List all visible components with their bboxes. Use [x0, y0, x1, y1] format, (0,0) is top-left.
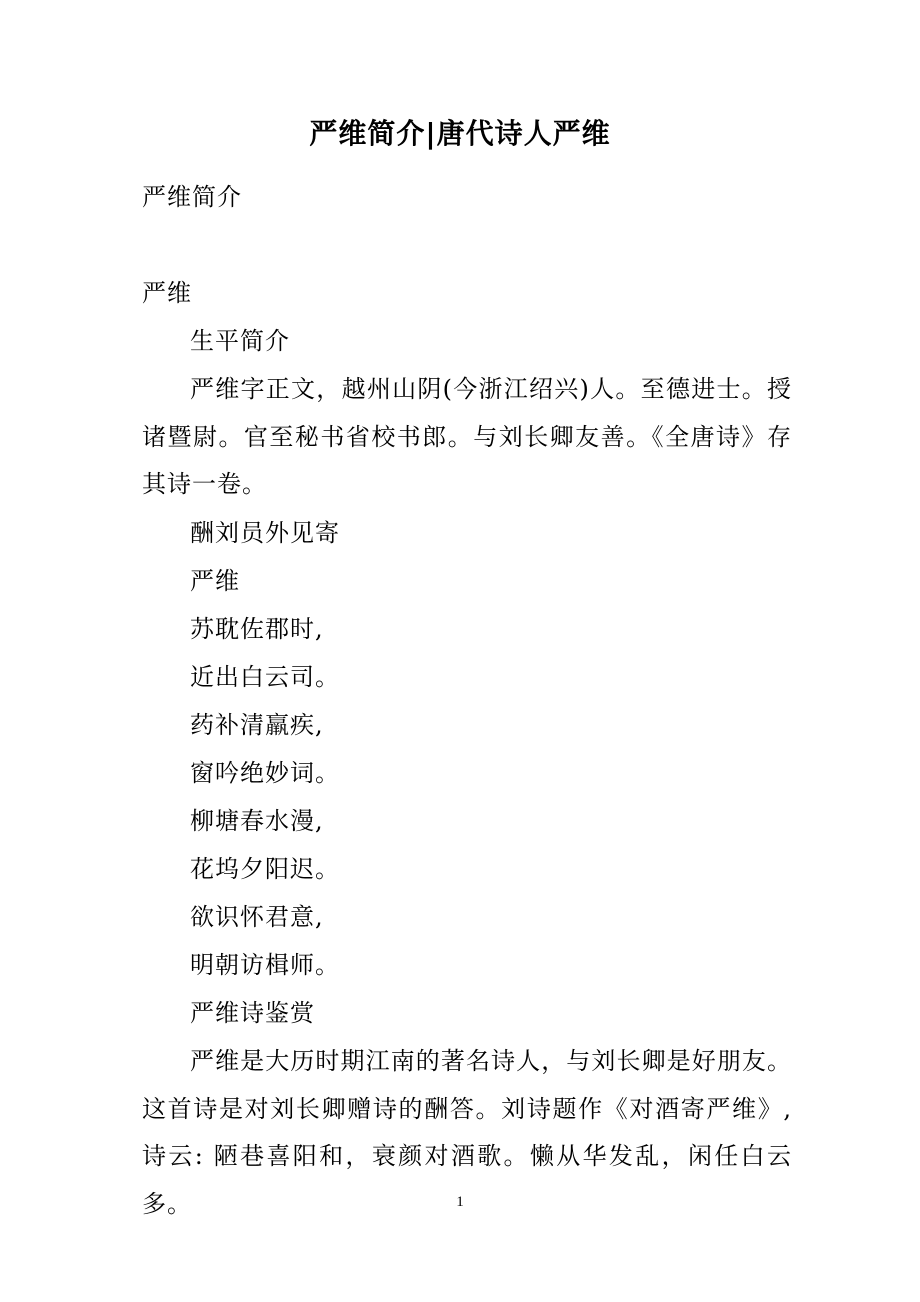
poem-author: 严维 [190, 567, 240, 595]
poem-line: 窗吟绝妙词。 [190, 759, 340, 787]
page-number: 1 [456, 1194, 464, 1210]
section-appreciation-heading: 严维诗鉴赏 [190, 999, 315, 1027]
author-heading: 严维 [142, 279, 192, 307]
poem-line: 欲识怀君意, [190, 903, 324, 931]
title-container [0, 114, 920, 154]
intro-heading: 严维简介 [142, 183, 242, 211]
poem-line: 柳塘春水漫, [190, 807, 324, 835]
biography-paragraph: 严维字正文，越州山阴(今浙江绍兴)人。至德进士。授诸暨尉。官至秘书省校书郎。与刘长卿友善。《全唐诗》存其诗一卷。 [142, 375, 792, 498]
document-title: 严维简介|唐代诗人严维 [309, 117, 611, 150]
poem-title: 酬刘员外见寄 [190, 519, 340, 547]
appreciation-paragraph: 严维是大历时期江南的著名诗人，与刘长卿是好朋友。这首诗是对刘长卿赠诗的酬答。刘诗题作《对酒寄严维》,诗云: 陋巷喜阳和，衰颜对酒歌。懒从华发乱，闲任白云多。 [142, 1047, 792, 1218]
section-biography-heading: 生平简介 [190, 327, 290, 355]
poem-line: 苏耽佐郡时, [190, 615, 324, 643]
poem-line: 明朝访楫师。 [190, 951, 340, 979]
poem-line: 药补清羸疾, [190, 711, 324, 739]
poem-line: 近出白云司。 [190, 663, 340, 691]
poem-line: 花坞夕阳迟。 [190, 855, 340, 883]
